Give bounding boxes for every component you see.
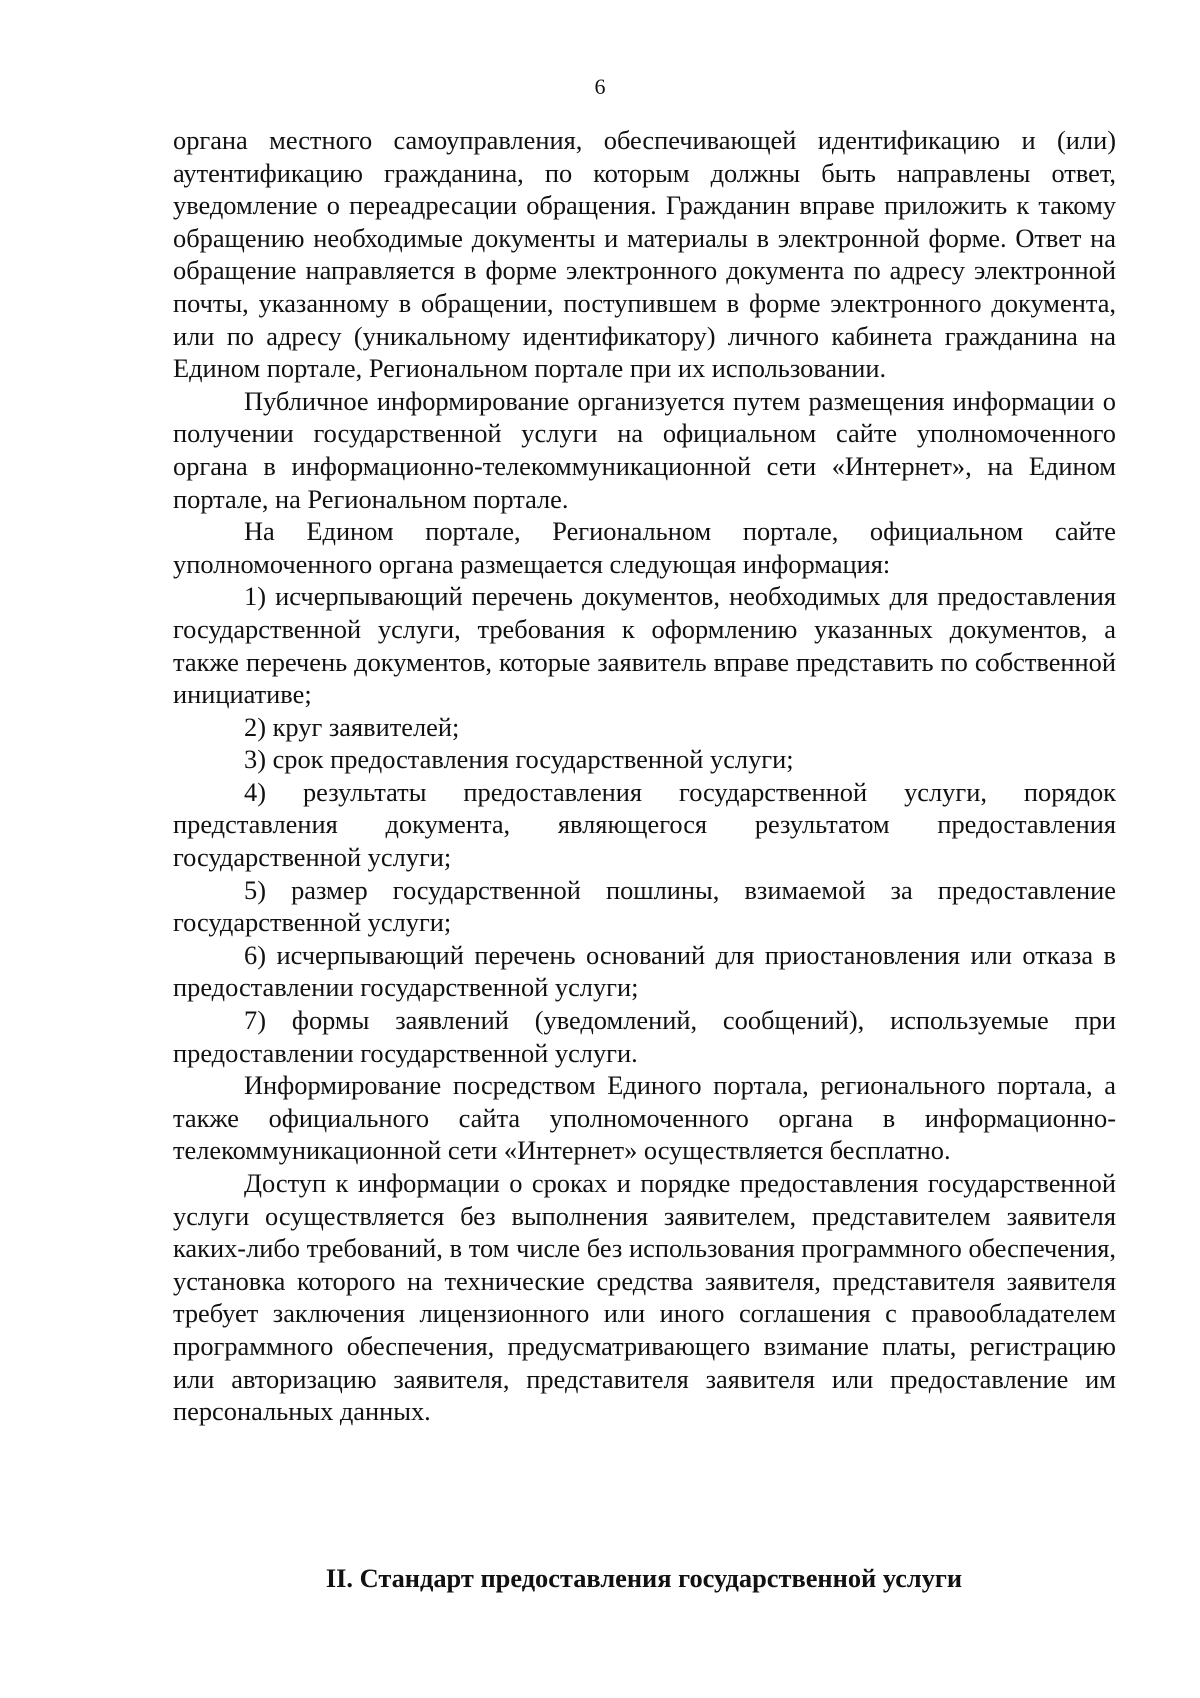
document-body (173, 124, 1116, 1428)
paragraph-public-informing: Публичное информирование организуется путем размещения информации о получении государственной услуги на официальном сайте уполномоченного органа в информационно-телекоммуникационной сети «Интернет», на Едином портале, на Региональном портале. (173, 385, 1116, 514)
list-item-7: 7) формы заявлений (уведомлений, сообщений), используемые при предоставлении государственной услуги. (173, 1005, 1116, 1068)
list-item-5: 5) размер государственной пошлины, взимаемой за предоставление государственной услуги; (173, 874, 1116, 938)
list-item-1: 1) исчерпывающий перечень документов, необходимых для предоставления государственной услуги, требования к оформлению указанных документов, а также перечень документов, которые заявитель вправе представить по собственной инициативе; (173, 581, 1116, 710)
list-item-4: 4) результаты предоставления государственной услуги, порядок представления документа, являющегося результатом предоставления государственной услуги; (173, 776, 1116, 873)
paragraph-continuation: органа местного самоуправления, обеспечивающей идентификацию и (или) аутентификацию гражданина, по которым должны быть направлены ответ, уведомление о переадресации обращения. Гражданин вправе приложить к такому обращению необходимые документы и материалы в электронной форме. Ответ на обращение направляется в форме электронного документа по адресу электронной почты, указанному в обращении, поступившем в форме электронного документа, или по адресу (уникальному идентификатору) личного кабинета гражданина на Едином портале, Региональном портале при их использовании. (173, 125, 1116, 384)
paragraph-access: Доступ к информации о сроках и порядке предоставления государственной услуги осуществляется без выполнения заявителем, представителем заявителя каких-либо требований, в том числе без использования программного обеспечения, установка которого на технические средства заявителя, представителя заявителя требует заключения лицензионного или иного соглашения с правообладателем программного обеспечения, предусматривающего взимание платы, регистрацию или авторизацию заявителя, представителя заявителя или предоставление им персональных данных. (173, 1168, 1116, 1427)
section-heading: II. Стандарт предоставления государственной услуги (325, 1563, 963, 1593)
list-item-2: 2) круг заявителей; (244, 711, 460, 742)
list-item-3: 3) срок предоставления государственной услуги; (244, 744, 794, 775)
list-item-6: 6) исчерпывающий перечень оснований для приостановления или отказа в предоставлении государственной услуги; (173, 939, 1116, 1003)
page-number: 6 (594, 74, 606, 99)
paragraph-portal-info: На Едином портале, Региональном портале, официальном сайте уполномоченного органа размещается следующая информация: (173, 516, 1116, 579)
paragraph-free-informing: Информирование посредством Единого портала, регионального портала, а также официального сайта уполномоченного органа в информационно-телекоммуникационной сети «Интернет» осуществляется бесплатно. (173, 1070, 1116, 1166)
